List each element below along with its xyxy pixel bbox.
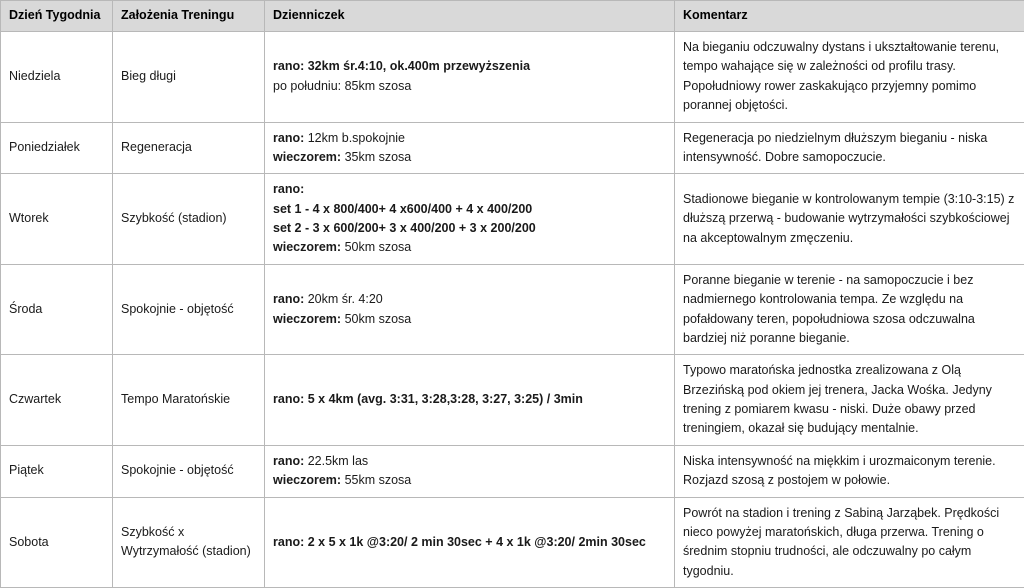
journal-line-normal: 12km b.spokojnie bbox=[304, 131, 405, 145]
journal-line-normal: 20km śr. 4:20 bbox=[304, 292, 383, 306]
journal-line bbox=[273, 392, 583, 406]
table-header bbox=[1, 1, 1024, 32]
comment-text: Typowo maratońska jednostka zrealizowana z Olą Brzezińską pod okiem jej trenera, Jacka Wośka. Jedyny trening z pomiarem kwasu - niski. Duże obawy przed treningiem, okazał się budujący mentalnie. bbox=[683, 361, 1016, 439]
cell-day: Poniedziałek bbox=[1, 122, 113, 174]
journal-line-bold: rano: bbox=[273, 454, 304, 468]
cell-comment bbox=[675, 32, 1024, 123]
journal-line-normal: 22.5km las bbox=[304, 454, 368, 468]
cell-goal: Spokojnie - objętość bbox=[113, 445, 265, 497]
cell-day: Czwartek bbox=[1, 355, 113, 446]
journal-line-bold: rano: bbox=[273, 131, 304, 145]
cell-comment bbox=[675, 122, 1024, 174]
table-row bbox=[1, 122, 1024, 174]
column-header-goal: Założenia Treningu bbox=[113, 1, 265, 32]
journal-line-bold: rano: 32km śr.4:10, ok.400m przewyższenia bbox=[273, 59, 530, 73]
cell-day: Wtorek bbox=[1, 174, 113, 265]
journal-line-bold: wieczorem: bbox=[273, 240, 341, 254]
table-row bbox=[1, 445, 1024, 497]
cell-comment bbox=[675, 445, 1024, 497]
comment-text: Na bieganiu odczuwalny dystans i ukształtowanie terenu, tempo wahające się w zależności od profilu trasy. Popołudniowy rower zaskakująco przyjemny pomimo porannej objętości. bbox=[683, 38, 1016, 116]
journal-line bbox=[273, 77, 666, 96]
cell-comment bbox=[675, 355, 1024, 446]
journal-line-bold: wieczorem: bbox=[273, 312, 341, 326]
journal-line bbox=[273, 129, 666, 148]
journal-line-normal: 35km szosa bbox=[341, 150, 411, 164]
journal-line-normal: 55km szosa bbox=[341, 473, 411, 487]
cell-journal bbox=[265, 355, 675, 446]
table-row bbox=[1, 32, 1024, 123]
table-body bbox=[1, 32, 1024, 588]
cell-journal bbox=[265, 174, 675, 265]
journal-line-bold: wieczorem: bbox=[273, 473, 341, 487]
cell-goal: Tempo Maratońskie bbox=[113, 355, 265, 446]
comment-text: Poranne bieganie w terenie - na samopoczucie i bez nadmiernego kontrolowania tempa. Ze względu na pofałdowany teren, popołudniowa szosa odczuwalna bardziej niż poranne bieganie. bbox=[683, 271, 1016, 349]
table-row bbox=[1, 264, 1024, 355]
journal-line bbox=[273, 148, 666, 167]
journal-line-bold: rano: bbox=[273, 292, 304, 306]
table-header-row bbox=[1, 1, 1024, 32]
cell-goal: Regeneracja bbox=[113, 122, 265, 174]
cell-journal bbox=[265, 122, 675, 174]
cell-day: Piątek bbox=[1, 445, 113, 497]
journal-line-bold: wieczorem: bbox=[273, 150, 341, 164]
cell-goal: Bieg długi bbox=[113, 32, 265, 123]
comment-text: Niska intensywność na miękkim i urozmaiconym terenie. Rozjazd szosą z postojem w połowie. bbox=[683, 452, 1016, 491]
cell-goal: Szybkość (stadion) bbox=[113, 174, 265, 265]
journal-line bbox=[273, 290, 666, 309]
column-header-journal: Dzienniczek bbox=[265, 1, 675, 32]
cell-goal: Szybkość x Wytrzymałość (stadion) bbox=[113, 497, 265, 588]
cell-day: Środa bbox=[1, 264, 113, 355]
journal-line bbox=[273, 57, 666, 76]
comment-text: Regeneracja po niedzielnym dłuższym bieganiu - niska intensywność. Dobre samopoczucie. bbox=[683, 129, 1016, 168]
journal-line-normal: 50km szosa bbox=[341, 240, 411, 254]
cell-journal bbox=[265, 264, 675, 355]
cell-journal bbox=[265, 497, 675, 588]
comment-text: Powrót na stadion i trening z Sabiną Jarząbek. Prędkości nieco powyżej maratońskich, długa przerwa. Trening o średnim stopniu trudności, ale odczuwalny po całym tygodniu. bbox=[683, 504, 1016, 582]
cell-day: Sobota bbox=[1, 497, 113, 588]
cell-goal: Spokojnie - objętość bbox=[113, 264, 265, 355]
journal-line bbox=[273, 452, 666, 471]
column-header-comment: Komentarz bbox=[675, 1, 1024, 32]
journal-line bbox=[273, 180, 666, 199]
journal-line-bold: set 1 - 4 x 800/400+ 4 x600/400 + 4 x 400/200 bbox=[273, 202, 532, 216]
cell-day: Niedziela bbox=[1, 32, 113, 123]
journal-line bbox=[273, 219, 666, 238]
column-header-day: Dzień Tygodnia bbox=[1, 1, 113, 32]
journal-line-bold: rano: bbox=[273, 392, 304, 406]
cell-comment bbox=[675, 497, 1024, 588]
journal-line bbox=[273, 238, 666, 257]
journal-line-bold: rano: bbox=[273, 182, 304, 196]
journal-line-bold: set 2 - 3 x 600/200+ 3 x 400/200 + 3 x 200/200 bbox=[273, 221, 536, 235]
journal-line bbox=[273, 533, 666, 552]
cell-comment bbox=[675, 174, 1024, 265]
journal-line-detail: 5 x 4km (avg. 3:31, 3:28,3:28, 3:27, 3:25) / 3min bbox=[304, 392, 583, 406]
journal-line-normal: 50km szosa bbox=[341, 312, 411, 326]
journal-line bbox=[273, 310, 666, 329]
journal-line bbox=[273, 200, 666, 219]
table-row bbox=[1, 497, 1024, 588]
table-row bbox=[1, 355, 1024, 446]
cell-journal bbox=[265, 445, 675, 497]
comment-text: Stadionowe bieganie w kontrolowanym tempie (3:10-3:15) z dłuższą przerwą - budowanie wytrzymałości szybkościowej na akceptowalnym zmęczeniu. bbox=[683, 190, 1016, 248]
journal-line-bold: rano: 2 x 5 x 1k @3:20/ 2 min 30sec + 4 x 1k @3:20/ 2min 30sec bbox=[273, 535, 646, 549]
journal-line-normal: po południu: 85km szosa bbox=[273, 79, 411, 93]
table-row bbox=[1, 174, 1024, 265]
journal-line bbox=[273, 471, 666, 490]
cell-journal bbox=[265, 32, 675, 123]
cell-comment bbox=[675, 264, 1024, 355]
